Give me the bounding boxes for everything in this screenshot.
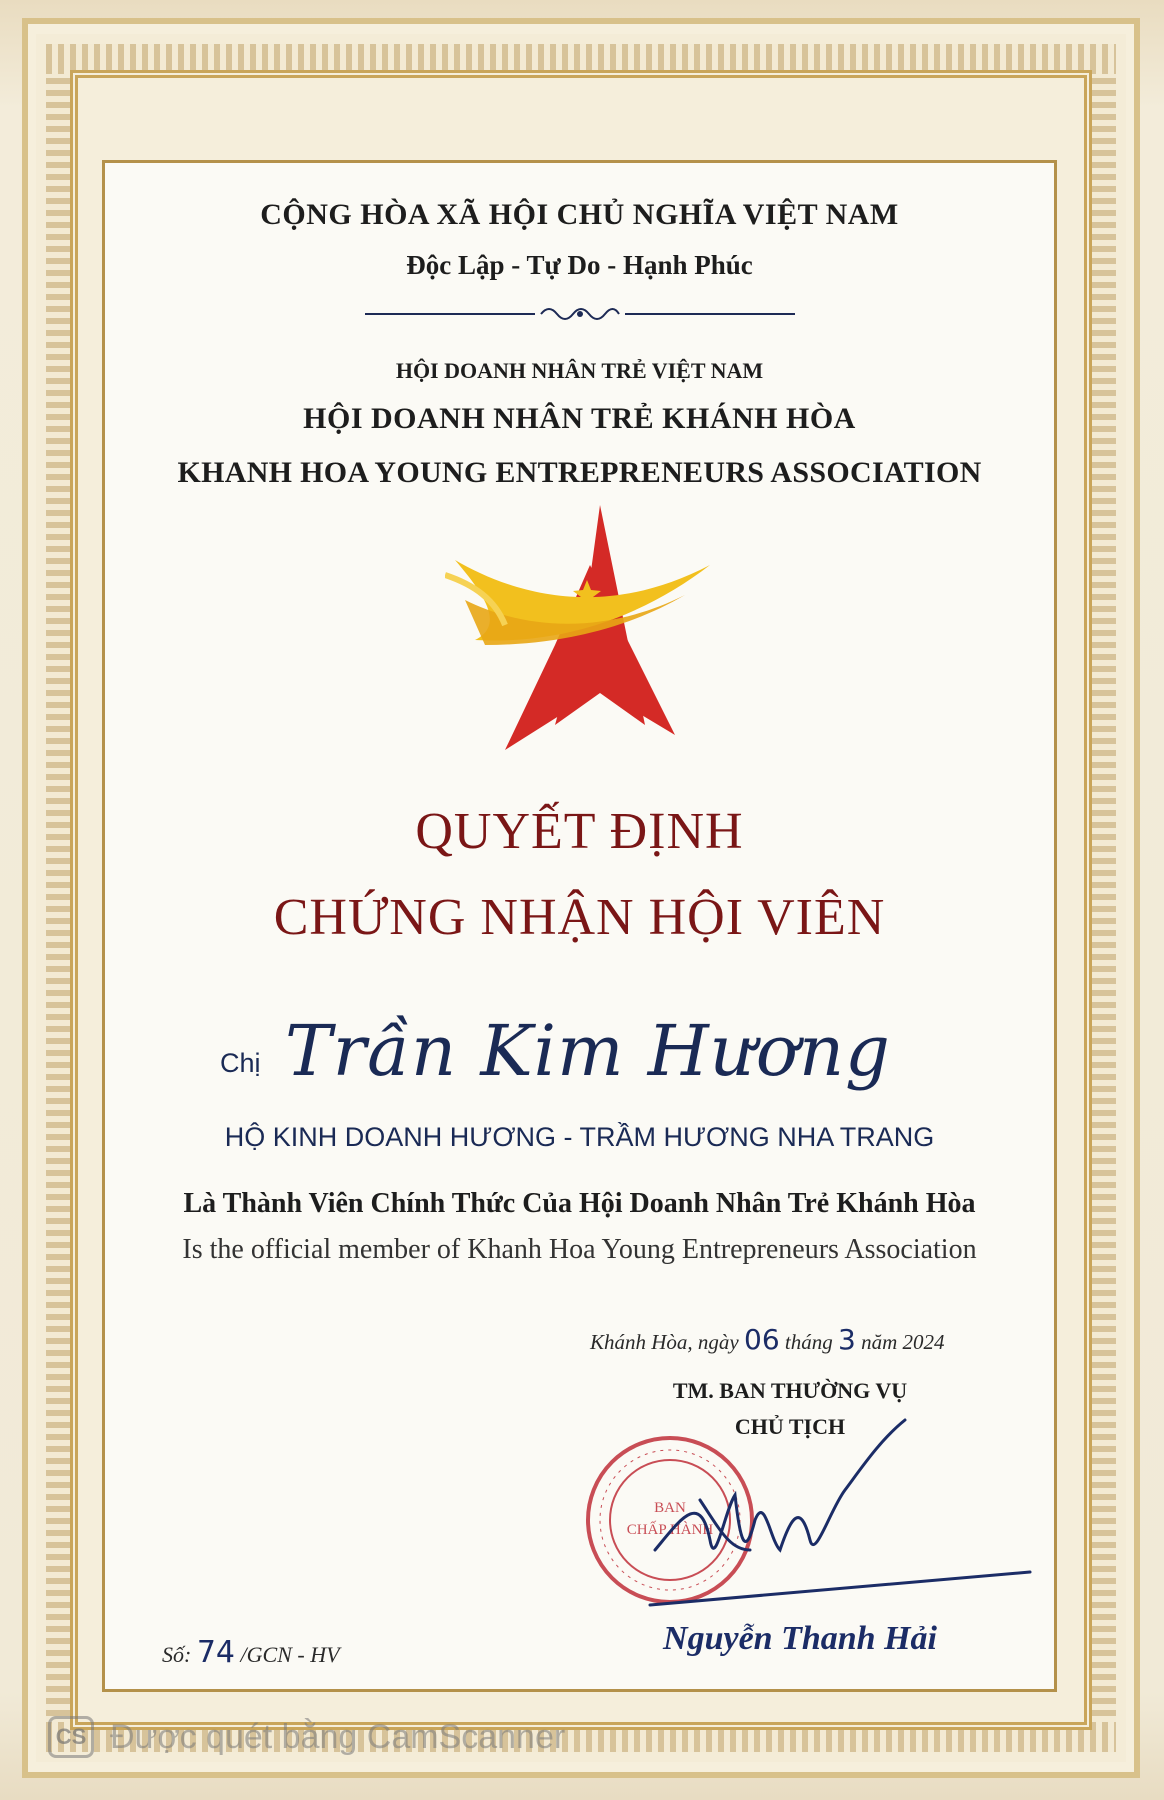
svg-text:CHẤP HÀNH: CHẤP HÀNH	[626, 1522, 714, 1538]
svg-text:BAN: BAN	[654, 1500, 686, 1516]
date-month-label: tháng	[784, 1330, 833, 1354]
date-year: năm 2024	[861, 1330, 945, 1354]
document-number-suffix: /GCN - HV	[240, 1642, 340, 1667]
org-english: KHANH HOA YOUNG ENTREPRENEURS ASSOCIATION	[177, 456, 982, 489]
org-provincial: HỘI DOANH NHÂN TRẺ KHÁNH HÒA	[303, 402, 856, 435]
issue-date	[590, 1323, 1010, 1356]
date-month: 3	[837, 1323, 856, 1356]
camscanner-logo-icon: CS	[48, 1716, 94, 1758]
recipient-salutation: Chị	[220, 1048, 261, 1078]
official-seal	[588, 1438, 752, 1602]
document-number-value: 74	[196, 1635, 236, 1670]
org-national: HỘI DOANH NHÂN TRẺ VIỆT NAM	[395, 358, 764, 383]
membership-statement-vi: Là Thành Viên Chính Thức Của Hội Doanh Nhân Trẻ Khánh Hòa	[183, 1188, 976, 1219]
title-membership: CHỨNG NHẬN HỘI VIÊN	[273, 889, 886, 946]
signer-position: CHỦ TỊCH	[734, 1414, 846, 1439]
recipient-name: Trần Kim Hương	[285, 1010, 891, 1092]
date-place: Khánh Hòa, ngày	[590, 1330, 739, 1354]
association-logo	[445, 505, 715, 765]
membership-statement-en: Is the official member of Khanh Hoa Young Entrepreneurs Association	[182, 1234, 977, 1265]
recipient-business: HỘ KINH DOANH HƯƠNG - TRẦM HƯƠNG NHA TRANG	[224, 1122, 935, 1152]
title-decision: QUYẾT ĐỊNH	[415, 803, 744, 860]
ornamental-divider	[365, 294, 795, 334]
watermark-text: Được quét bằng CamScanner	[110, 1718, 566, 1756]
document-number-prefix: Số:	[162, 1642, 192, 1667]
scanner-watermark	[48, 1712, 688, 1762]
on-behalf-label: TM. BAN THƯỜNG VỤ	[672, 1378, 908, 1403]
motto: Độc Lập - Tự Do - Hạnh Phúc	[406, 250, 753, 280]
nation-heading: CỘNG HÒA XÃ HỘI CHỦ NGHĨA VIỆT NAM	[260, 198, 899, 231]
signer-name: Nguyễn Thanh Hải	[663, 1620, 937, 1657]
date-day: 06	[744, 1323, 780, 1356]
document-number	[162, 1635, 340, 1670]
seal-and-signature	[560, 1400, 1080, 1630]
